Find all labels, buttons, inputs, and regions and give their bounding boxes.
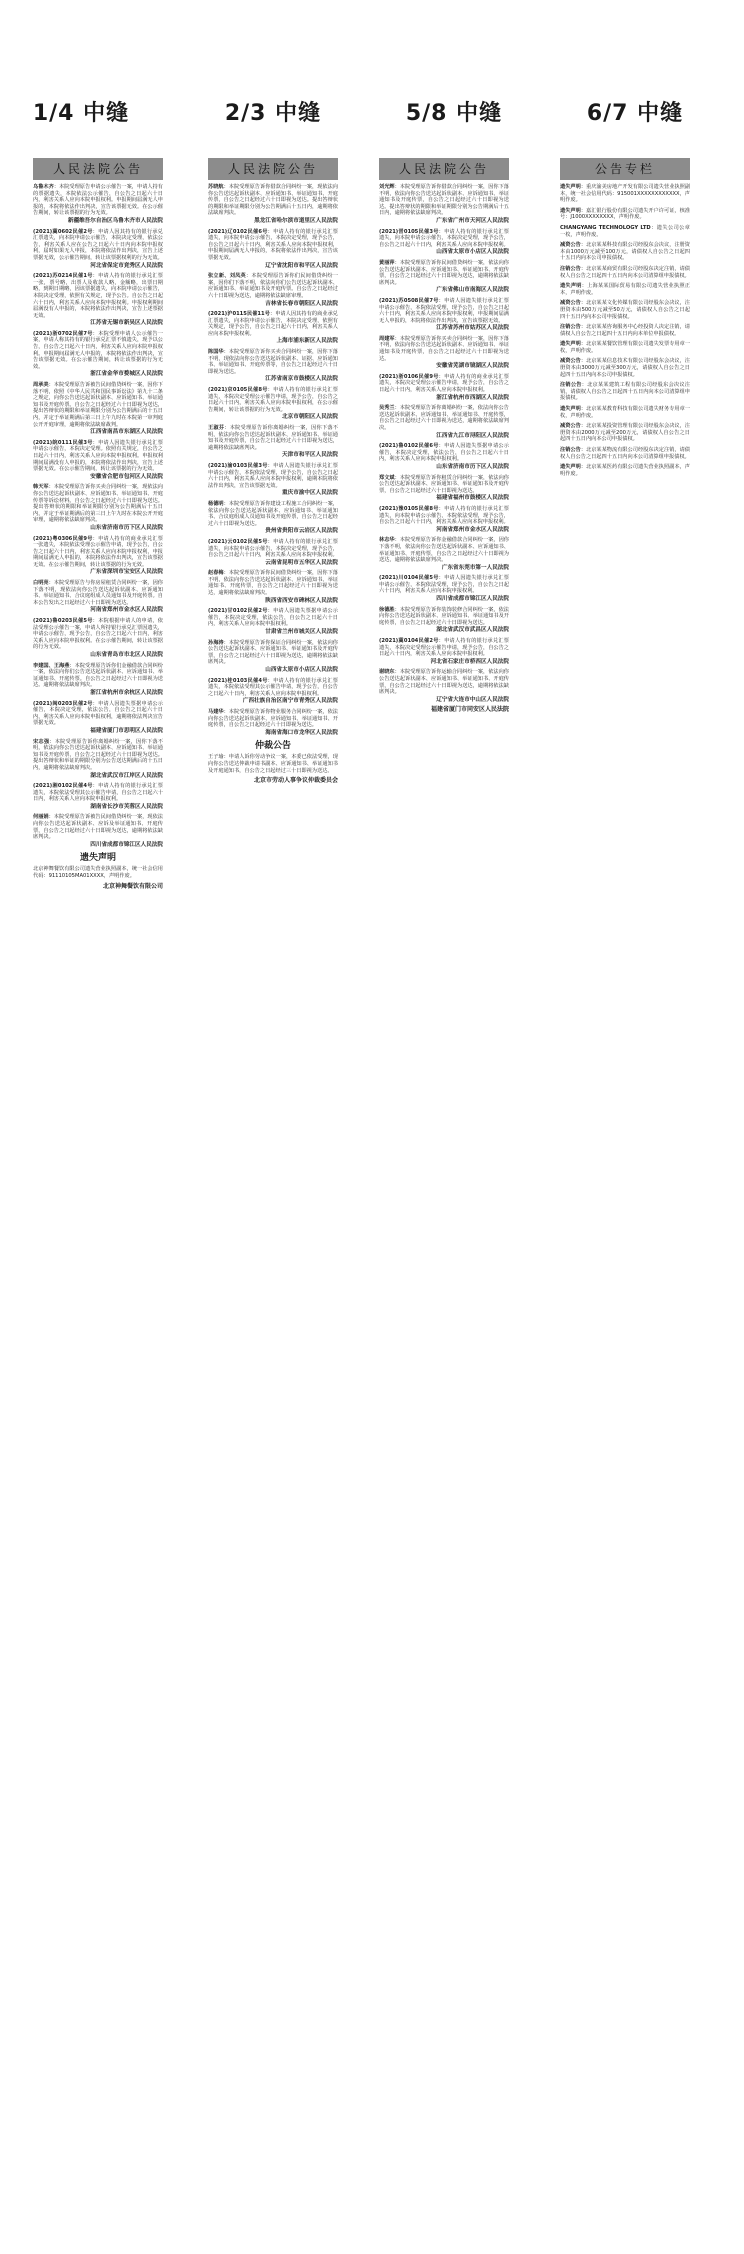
notice-text: ：本院受理原告与你房屋租赁合同纠纷一案，因你下落不明，现依法向你公告送达起诉状副本、应诉通知书、举证通知书、合议庭组成人员通知书及开庭传票。自本公告发出之日起经过六十日即视为送达。 — [33, 580, 163, 606]
closing-title: 遗失声明 — [79, 853, 116, 864]
notice-item — [33, 783, 163, 810]
notice-lead: 遗失声明 — [560, 207, 581, 214]
notice-court: 山东省济南市历下区人民法院 — [90, 524, 163, 531]
column-header: 人民法院公告 — [379, 158, 509, 180]
notice-lead: (2021)渝0103民催3号 — [208, 462, 268, 469]
column-body — [560, 184, 690, 477]
notice-lead: 遗失声明 — [560, 341, 581, 348]
notice-item — [33, 331, 163, 378]
notice-item — [208, 425, 338, 459]
notice-item — [208, 640, 338, 674]
notice-item — [560, 341, 690, 354]
notice-item — [379, 229, 509, 256]
notice-item — [560, 423, 690, 443]
notice-lead: (2021)鲁0203民催5号 — [33, 618, 93, 625]
notice-lead: (2021)沪0115民催11号 — [208, 311, 270, 318]
column-label-3: 5/8 中缝 — [405, 101, 503, 126]
notice-item — [208, 311, 338, 345]
notice-lead: 黄丽萍 — [379, 259, 395, 266]
notice-lead: (2021)冀0104民催2号 — [379, 638, 439, 645]
notice-text: ：本院受理原告诉你民间借贷纠纷一案，因你下落不明，依法向你公告送达起诉状副本、应诉通知书、举证通知书、开庭传票，自公告之日起经过六十日即视为送达，逾期将依法缺席判决。 — [208, 570, 338, 597]
notice-text: ：申请人持有的银行承兑汇票一张，票号略，出票人及收款人略，金额略，出票日期略，到期日期略，因该票据遗失，向本院申请公示催告，本院决定受理，依照有关规定，现予公告。自公告之日起六十日内，利害关系人应向本院申报权利。申报权利期间届满没有人申报的，本院将依法作出判决，宣告上述票据无效。 — [33, 273, 163, 319]
notice-text: ：本院受理原告诉被告民间借贷纠纷一案，现依法向你公告送达起诉状副本、应诉及举证通知书、开庭传票，自公告之日起经过六十日即视为送达，逾期将依法缺席判决。 — [33, 814, 163, 841]
notice-text: ：本院受理原告诉你金融借款合同纠纷一案，因你下落不明，依法向你公告送达起诉状副本、应诉通知书、举证通知书、开庭传票，自公告之日起经过六十日即视为送达，逾期将依法缺席判决。 — [379, 537, 509, 564]
notice-text: ：北京某某科技有限公司经股东会决议，注册资本由1000万元减至100万元，请债权人自公告之日起四十五日内向本公司申报债权。 — [560, 242, 690, 262]
notice-court: 福建省厦门市思明区人民法院 — [90, 727, 163, 734]
notice-lead: 周建军 — [379, 335, 395, 342]
notice-lead: (2021)豫0105民催8号 — [379, 505, 439, 512]
notice-lead: (2021)苏0508民催7号 — [379, 297, 439, 304]
notice-item — [560, 324, 690, 337]
notice-lead: 遗失声明 — [560, 406, 581, 413]
notice-text: ：申请人因遗失票据申请公示催告，本院决定受理，依法公告，自公告之日起六十日内，利害关系人应向本院申报权利。 — [379, 443, 509, 463]
notice-lead: 注销公告 — [560, 265, 581, 272]
notice-item — [208, 501, 338, 535]
notice-text: ：申请人因遗失票据申请公示催告，本院决定受理，依法公告，自公告之日起六十日内，利害关系人应向本院申报权利。 — [208, 608, 338, 628]
notice-item — [379, 575, 509, 602]
notice-lead: (2021)辽0102民催6号 — [208, 228, 268, 235]
notice-text: ：申请人持有的银行承兑汇票遗失，向本院申请公示催告，本院决定受理，现予公告，自公告之日起六十日内，利害关系人应向本院申报权利。 — [379, 228, 509, 248]
column-body — [33, 184, 163, 890]
notice-lead: 注销公告 — [560, 382, 582, 389]
notice-court: 江苏省无锡市新吴区人民法院 — [90, 320, 163, 327]
notice-text: ：本院受理原告诉你们民间借贷纠纷一案，因你们下落不明，依法向你们公告送达起诉状副本、应诉通知书、举证通知书及开庭传票。自公告之日起经过六十日即视为送达，逾期将依法缺席审理。 — [208, 273, 338, 299]
notice-text: ：本院受理原告诉你借款合同纠纷一案，因你下落不明，依法向你公告送达起诉状副本、应诉通知书、举证通知书及开庭传票，自公告之日起经过六十日即视为送达。提出答辩状的期限和举证期限分别为公告期满后十五日内，逾期将依法缺席判决。 — [379, 184, 509, 217]
notice-item — [208, 608, 338, 635]
notice-text: ：申请人持有的银行承兑汇票遗失，本院决定受理公示催告申请，现予公告，自公告之日起六十日内，利害关系人应向本院申报权利。 — [379, 638, 509, 658]
notice-court: 上海市浦东新区人民法院 — [276, 338, 338, 345]
notice-lead: 乌鲁木齐 — [33, 184, 54, 190]
notice-text: ：嘉汇银行股份有限公司遗失开户许可证，核准号：J1000XXXXXXXX，声明作废。 — [560, 207, 690, 221]
notice-text: ：本院受理原告诉你运输合同纠纷一案，依法向你公告送达起诉状副本、应诉通知书、举证通知书、开庭传票，自公告之日起经过六十日即视为送达，逾期将依法缺席判决。 — [379, 669, 509, 696]
notice-item — [208, 570, 338, 604]
notice-text: ：申请人持有的银行承兑汇票遗失，本院依法受理其公示催告申请，自公告之日起六十日内，利害关系人应向本院申报权利。 — [33, 783, 163, 803]
notice-item — [208, 539, 338, 566]
notice-text: ：本院受理原告申请公示催告一案，申请人持有的票据遗失，本院依法公示催告，自公告之日起六十日内，利害关系人应向本院申报权利。申报期间届满无人申报的，本院将依法作出判决，宣告该票据无效。在公示催告期间，转让该票据的行为无效。 — [33, 184, 163, 217]
notice-lead: 遗失声明 — [560, 464, 581, 471]
notice-item — [33, 536, 163, 577]
notice-lead: 苏晓航 — [208, 184, 224, 190]
notice-text: ：上海某某国际贸易有限公司遗失营业执照正本，声明作废。 — [560, 283, 690, 296]
notice-item — [379, 374, 509, 401]
notice-court: 新疆维吾尔自治区乌鲁木齐市人民法院 — [67, 217, 163, 224]
notice-text: ：申请人持有的商业承兑汇票遗失，本院决定受理公示催告申请，现予公告，自公告之日起六十日内，利害关系人应向本院申报权利。 — [379, 373, 509, 394]
notice-text: ：申请人因遗失票据申请公示催告，本院决定受理，依法公告，自公告之日起六十日内，利害关系人应向本院申报权利，逾期将依法判决宣告票据无效。 — [33, 700, 163, 727]
column-label-4: 6/7 中缝 — [586, 101, 684, 126]
notice-text: ：申请人持有的商业承兑汇票一张遗失，本院依法受理公示催告申请，现予公告，自公告之日起六十日内，利害关系人应向本院申报权利，申报期间届满无人申报的，本院将依法作出判决，宣告该票据无效。在公示催告期间，转让该票据的行为无效。 — [33, 535, 163, 568]
column-label-1: 1/4 中缝 — [32, 101, 130, 126]
notice-lead: (2021)冀0602民催2号 — [33, 228, 93, 235]
notice-text: ：申请人因遗失银行承兑汇票申请公示催告，本院依法受理，现予公告，自公告之日起六十日内，利害关系人应向本院申报权利。 — [379, 575, 509, 595]
notice-item — [33, 184, 163, 225]
closing-text: 北京神舞餐饮有限公司遗失营业执照副本，统一社会信用代码：91110105MA01XXXX，声明作废。 — [33, 866, 163, 880]
notice-text: ：申请人持有的银行承兑汇票遗失，本院决定受理公示催告申请，现予公告，自公告之日起六十日内，利害关系人应向本院申报权利，在公示催告期间，转让该票据的行为无效。 — [208, 387, 338, 413]
notice-text: ：本院受理原告诉你买卖合同纠纷一案，因你下落不明，依法向你公告送达起诉状副本、应诉通知书、举证通知书及开庭传票，自公告之日起经过六十日即视为送达。 — [379, 335, 509, 362]
notice-court: 河南省郑州市金水区人民法院 — [436, 526, 509, 533]
notice-text: ：北京某某投资管理有限公司经股东会决议，注册资本由2000万元减至200万元，请债权人自公告之日起四十五日内向本公司申报债权。 — [560, 423, 690, 443]
notice-lead: 减资公告 — [560, 242, 581, 249]
notice-court: 北京市朝阳区人民法院 — [282, 414, 338, 421]
notice-text: ：申请人持有的银行承兑汇票遗失，向本院申请公示催告，本院决定受理，现予公告，自公告之日起六十日内，利害关系人应向本院申报权利。 — [208, 538, 338, 559]
notice-text: ：北京某某咨询服务中心经投资人决定注销，请债权人自公告之日起四十五日内向本单位申报债权。 — [560, 324, 690, 337]
column-body — [208, 184, 338, 785]
notice-item — [208, 349, 338, 383]
notice-court: 浙江省杭州市西湖区人民法院 — [436, 394, 509, 401]
notice-lead: (2021)浙0702民催7号 — [33, 330, 93, 337]
notice-text: ：本院根据申请人的申请，依法受理公示催告一案，申请人所持银行承兑汇票因遗失，申请公示催告，现予公告，自公告之日起六十日内，利害关系人应向本院申报权利。在公示催告期间，转让该票据的行为无效。 — [33, 618, 163, 651]
notice-item — [379, 298, 509, 332]
notice-item — [33, 580, 163, 614]
notice-court: 湖北省武汉市武昌区人民法院 — [436, 627, 509, 634]
notice-item — [379, 260, 509, 294]
notice-text: ：北京某某文化传媒有限公司经股东会决议，注册资本由500万元减至50万元，请债权人自公告之日起四十五日内向本公司申报债权。 — [560, 300, 690, 320]
notice-court: 福建省福州市鼓楼区人民法院 — [436, 495, 509, 502]
notice-lead: 孙海涛 — [208, 639, 224, 646]
notice-lead: (2021)鲁0102民催6号 — [379, 443, 439, 450]
notice-text: ：本院受理原告诉你离婚纠纷一案，因你下落不明，依法向你公告送达起诉状副本、应诉通知书、举证通知书及开庭传票，自公告之日起经过六十日即视为送达，逾期将依法缺席判决。 — [208, 425, 338, 451]
notice-text: ：北京某某信息技术有限公司经股东会决议，注册资本由3000万元减至300万元，请债权人自公告之日起四十五日内向本公司申报债权。 — [560, 358, 690, 378]
notice-column-2 — [208, 158, 338, 2240]
notice-lead: (2021)桂0103民催4号 — [208, 677, 268, 684]
notice-item — [33, 229, 163, 270]
notice-lead: (2021)粤0306民催9号 — [33, 535, 93, 542]
notice-lead: 刘光辉 — [379, 184, 395, 190]
notice-lead: 马建华 — [208, 708, 224, 715]
notice-court: 浙江省金华市婺城区人民法院 — [90, 371, 163, 378]
notice-item — [33, 382, 163, 436]
notice-lead: 注销公告 — [560, 447, 581, 453]
column-label-2: 2/3 中缝 — [224, 101, 322, 126]
notice-column-4 — [560, 158, 690, 2240]
notice-lead: (2021)闽0203民催2号 — [33, 700, 93, 707]
notice-item — [208, 273, 338, 307]
notice-item — [379, 336, 509, 370]
notice-text: ：本院受理原告诉你装饰装修合同纠纷一案，依法向你公告送达起诉状副本、应诉通知书、举证通知书及开庭传票，自公告之日起经过六十日即视为送达。 — [379, 606, 509, 626]
notice-text: ：本院受理原告诉你买卖合同纠纷一案，现依法向你公告送达起诉状副本、应诉通知书、举证通知书、开庭传票等诉讼材料。自公告之日起经过六十日即视为送达。提出答辩状的期限和举证期限分别为公告期满后十五日内，并定于举证期满后的第三日上午九时在本院公开开庭审理，逾期将依法缺席判决。 — [33, 484, 163, 524]
notice-court: 山西省太原市小店区人民法院 — [436, 249, 509, 256]
notice-court: 陕西省西安市碑林区人民法院 — [265, 597, 338, 604]
notice-text: ：北京某某医药有限公司遗失营业执照副本，声明作废。 — [560, 464, 690, 477]
notice-text: ：北京某某餐饮管理有限公司遗失发票专用章一枚，声明作废。 — [560, 341, 690, 354]
notice-text: ：本院受理原告诉你离婚纠纷一案，因你下落不明，依法向你公告送达起诉状副本、应诉通知书、举证通知书及开庭传票，自公告之日起经过六十日即视为送达。提出答辩状和举证的期限分别为公告送达期满后的十五日内，逾期将依法缺席判决。 — [33, 738, 163, 771]
notice-court: 贵州省贵阳市云岩区人民法院 — [265, 528, 338, 535]
notice-lead: (2021)湘0102民催4号 — [33, 783, 93, 790]
notice-text: ：本院受理原告诉你建设工程施工合同纠纷一案，依法向你公告送达起诉状副本、应诉通知书、举证通知书、合议庭组成人员通知书及开庭传票，自公告之日起经过六十日即视为送达。 — [208, 500, 338, 527]
notice-item — [379, 638, 509, 665]
notice-court: 江西省南昌市东湖区人民法院 — [90, 429, 163, 436]
notice-court: 云南省昆明市五华区人民法院 — [265, 559, 338, 566]
notice-item — [208, 387, 338, 421]
notice-item — [560, 300, 690, 320]
closing-company: 福建省厦门市同安区人民法院 — [430, 706, 509, 714]
notice-text: ：申请人因遗失银行承兑汇票申请公示催告，本院依法受理，现予公告，自公告之日起六十日内，利害关系人应向本院申报权利，逾期本院将依法作出判决，宣告该票据无效。 — [208, 462, 338, 489]
notice-text: ：申请人因遗失银行承兑汇票申请公示催告，本院决定受理。依照有关规定，自公告之日起六十日内，利害关系人应向本院申报权利。申报权利期间届满没有人申报的，本院将依法作出判决，宣告上述票据无效。在公示催告期间，转让该票据的行为无效。 — [33, 439, 163, 473]
notice-item — [208, 709, 338, 736]
notice-item — [560, 208, 690, 221]
notice-text: ：申请人持有的银行承兑汇票遗失，本院依法受理其公示催告申请，现予公告，自公告之日起六十日内，利害关系人应向本院申报权利。 — [208, 677, 338, 697]
column-header: 公告专栏 — [560, 158, 690, 180]
notice-lead: 吴秀兰 — [379, 405, 395, 412]
notice-lead: 徐德胜 — [379, 606, 395, 613]
notice-court: 河北省石家庄市桥西区人民法院 — [430, 658, 509, 665]
notice-item — [33, 739, 163, 780]
notice-text: ：北京某某物流有限公司经股东决定注销，请债权人自公告之日起四十五日内向本公司清算组申报债权。 — [560, 447, 690, 460]
notice-court: 辽宁省大连市中山区人民法院 — [436, 696, 509, 703]
column-header: 人民法院公告 — [33, 158, 163, 180]
notice-court: 黑龙江省哈尔滨市道里区人民法院 — [254, 217, 338, 224]
notice-item — [560, 382, 690, 402]
notice-text: ：本院受理原告诉你离婚纠纷一案，依法向你公告送达起诉状副本、应诉通知书、举证通知书、开庭传票，自公告之日起经过六十日即视为送达，逾期将依法缺席判决。 — [379, 405, 509, 431]
notice-item — [379, 443, 509, 470]
notice-item — [560, 184, 690, 204]
notice-item — [208, 184, 338, 225]
notice-lead: 减资公告 — [560, 358, 581, 365]
notice-court: 广东省深圳市宝安区人民法院 — [90, 569, 163, 576]
notice-item — [379, 506, 509, 533]
notice-lead: 郑文斌 — [379, 474, 395, 481]
notice-text: ：本院受理原告诉你物业服务合同纠纷一案，依法向你公告送达起诉状副本、应诉通知书、举证通知书、开庭传票，自公告之日起经过六十日即视为送达。 — [208, 708, 338, 729]
notice-text: ：本院受理原告诉你买卖合同纠纷一案，因你下落不明，现依法向你公告送达起诉状副本、证据、应诉通知书、举证通知书、开庭传票等，自公告之日起经过六十日即视为送达。 — [208, 349, 338, 375]
notice-item — [560, 464, 690, 477]
notice-court: 天津市和平区人民法院 — [282, 452, 338, 459]
notice-court: 广西壮族自治区南宁市青秀区人民法院 — [242, 698, 338, 705]
notice-item — [560, 447, 690, 460]
notice-lead: CHANGYANG TECHNOLOGY LTD — [560, 224, 651, 231]
notice-court: 重庆市渝中区人民法院 — [282, 490, 338, 497]
notice-lead: 李建国、王海燕 — [33, 662, 70, 669]
notice-item — [560, 358, 690, 378]
notice-item — [208, 463, 338, 497]
notice-court: 四川省成都市锦江区人民法院 — [90, 841, 163, 848]
notice-lead: 韩天军 — [33, 484, 49, 491]
notice-item — [379, 669, 509, 703]
notice-item — [379, 537, 509, 571]
notice-item — [33, 273, 163, 327]
notice-court: 江苏省苏州市姑苏区人民法院 — [436, 325, 509, 332]
notice-court: 广东省佛山市南海区人民法院 — [436, 287, 509, 294]
notice-text: ：北京某某教育科技有限公司遗失财务专用章一枚，声明作废。 — [560, 406, 690, 419]
notice-text: ：遗失公司公章一枚，声明作废。 — [560, 224, 690, 238]
notice-item — [379, 607, 509, 634]
notice-text: ：本院受理原告诉你们金融借款合同纠纷一案，依法向你们公告送达起诉状副本、应诉通知书、举证通知书、开庭传票。自公告之日起经过六十日即视为送达。逾期将依法缺席判决。 — [33, 662, 163, 689]
notice-lead: (2021)云0102民催5号 — [208, 538, 268, 545]
notice-lead: 宋志强 — [33, 738, 50, 745]
notice-court: 广东省广州市天河区人民法院 — [436, 217, 509, 224]
notice-item — [33, 618, 163, 659]
notice-lead: 林志华 — [379, 537, 395, 544]
closing-text: 王子瑜：申请人诉你劳动争议一案，本委已依法受理，现向你公告送达仲裁申请书副本、应诉通知书、举证通知书及开庭通知书，自公告之日起经过三十日即视为送达。 — [208, 754, 338, 774]
notice-item — [33, 701, 163, 735]
notice-text: ：申请人因其持有的银行承兑汇票遗失，向本院申请公示催告，本院决定受理，依法公告，利害关系人应在公告之日起六十日内向本院申报权利，届时如果无人申报，本院将依法作出判决，宣告上述票据无效，公示催告期间，转让该票据权利的行为无效。 — [33, 228, 163, 261]
notice-lead: 王淑芬 — [208, 425, 225, 431]
notice-item — [33, 440, 163, 481]
notice-item — [208, 229, 338, 270]
notice-item — [379, 405, 509, 439]
notice-court: 湖北省武汉市江岸区人民法院 — [90, 772, 163, 779]
notice-text: ：本院受理原告诉你借款合同纠纷一案，现依法向你公告送达起诉状副本、应诉通知书、举证通知书、开庭传票，自公告之日起经过六十日即视为送达。提出答辩状的期限和举证期限分别为公告期满后十五日内，逾期将依法缺席判决。 — [208, 184, 338, 217]
notice-item — [33, 663, 163, 697]
notice-lead: 注销公告 — [560, 324, 581, 331]
closing-company: 北京神舞餐饮有限公司 — [102, 882, 163, 890]
notice-text: ：申请人因遗失银行承兑汇票申请公示催告，本院依法受理，现予公告，自公告之日起六十日内，利害关系人应向本院申报权利，申报期间届满无人申报的，本院将依法作出判决，宣告该票据无效。 — [379, 297, 509, 324]
notice-court: 山东省青岛市市北区人民法院 — [90, 652, 163, 658]
notice-item — [33, 814, 163, 848]
notice-court: 广东省东莞市第一人民法院 — [441, 564, 509, 571]
notice-court: 安徽省合肥市包河区人民法院 — [90, 473, 163, 480]
notice-court: 辽宁省沈阳市和平区人民法院 — [265, 262, 338, 269]
notice-lead: (2021)苏0214民催1号 — [33, 273, 93, 280]
notice-lead: (2021)甘0102民催2号 — [208, 608, 268, 615]
notice-item — [560, 242, 690, 262]
notice-lead: 何丽娟 — [33, 814, 49, 821]
column-header: 人民法院公告 — [208, 158, 338, 180]
notice-text: ：本院受理原告诉你民间借贷纠纷一案，依法向你公告送达起诉状副本、应诉通知书、举证通知书、开庭传票，自公告之日起经过六十日即视为送达，逾期将依法缺席判决。 — [379, 259, 509, 286]
notice-text: ：本院受理申请人公示催告一案，申请人称其持有的银行承兑汇票不慎遗失，现予以公告，自公告之日起六十日内，利害关系人应向本院申报权利。申报期间届满无人申报的，本院将依法作出判决，宣告该票据无效。在公示催告期间，转让该票据的行为无效。 — [33, 330, 163, 370]
notice-text: ：本院受理原告诉你保证合同纠纷一案，依法向你公告送达起诉状副本、应诉通知书、举证通知书及开庭传票，自公告之日起经过六十日即视为送达，逾期将依法缺席判决。 — [208, 639, 338, 666]
notice-item — [379, 184, 509, 225]
notice-lead: 陈国华 — [208, 349, 224, 356]
notice-court: 甘肃省兰州市城关区人民法院 — [265, 629, 338, 636]
notice-court: 四川省成都市锦江区人民法院 — [436, 596, 509, 603]
notice-lead: (2021)晋0105民催3号 — [379, 228, 439, 235]
notice-lead: 赵春梅 — [208, 570, 224, 577]
notice-lead: 谢晓东 — [379, 669, 395, 676]
notice-column-3 — [379, 158, 509, 2240]
notice-text: ：申请人持有的银行承兑汇票遗失，向本院申请公示催告，本院决定受理，现予公告，自公告之日起六十日内，利害关系人应向本院申报权利，申报期间届满无人申报的，本院将依法作出判决，宣告该票据无效。 — [208, 228, 338, 261]
notice-text: ：申请人持有的银行承兑汇票遗失，向本院申请公示催告，本院依法受理，现予公告，自公告之日起六十日内，利害关系人应向本院申报权利。 — [379, 505, 509, 526]
notice-lead: (2021)川0104民催5号 — [379, 575, 439, 582]
notice-court: 江西省九江市浔阳区人民法院 — [436, 432, 509, 439]
notice-court: 吉林省长春市朝阳区人民法院 — [265, 300, 338, 307]
notice-court: 山西省太原市小店区人民法院 — [265, 667, 338, 673]
notice-court: 湖南省长沙市芙蓉区人民法院 — [90, 803, 163, 810]
notice-court: 安徽省芜湖市镜湖区人民法院 — [436, 363, 509, 370]
notice-lead: 遗失声明 — [560, 184, 581, 190]
notice-lead: 减资公告 — [560, 423, 581, 430]
notice-lead: 张立新、刘凤英 — [208, 273, 246, 280]
notice-court: 山东省济南市历下区人民法院 — [436, 463, 509, 470]
notice-lead: (2021)京0105民催8号 — [208, 387, 268, 394]
notice-lead: (2021)皖0111民催3号 — [33, 439, 93, 446]
notice-text: ：本院受理原告诉你租赁合同纠纷一案，依法向你公告送达起诉状副本、应诉通知书、举证通知书及开庭传票，自公告之日起经过六十日即视为送达。 — [379, 474, 509, 494]
notice-text: ：重庆渝美房地产开发有限公司遗失营业执照副本，统一社会信用代码：915001XXXXXXXXXXXX，声明作废。 — [560, 184, 690, 204]
notice-text: ：申请人因其持有的商业承兑汇票遗失，向本院申请公示催告，本院决定受理，依照有关规定，现予公告，自公告之日起六十日内，利害关系人应向本院申报权利。 — [208, 311, 338, 337]
notice-item — [208, 678, 338, 705]
notice-lead: 减资公告 — [560, 300, 581, 307]
notice-text: ：北京某某商贸有限公司经股东决定注销，请债权人自公告之日起四十五日内向本公司清算组申报债权。 — [560, 265, 690, 279]
notice-court: 浙江省杭州市余杭区人民法院 — [90, 689, 163, 696]
notice-lead: 白明亮 — [33, 580, 49, 587]
notice-court: 海南省海口市龙华区人民法院 — [265, 729, 338, 736]
notice-court: 河南省郑州市金水区人民法院 — [90, 607, 163, 614]
notice-item — [379, 475, 509, 502]
notice-item — [560, 283, 690, 296]
notice-column-1 — [33, 158, 163, 2240]
notice-court: 江苏省南京市鼓楼区人民法院 — [265, 376, 338, 383]
notice-item — [560, 406, 690, 419]
closing-company: 北京市劳动人事争议仲裁委员会 — [253, 777, 338, 785]
notice-lead: 杨德明 — [208, 500, 224, 507]
notice-text: ：北京某某建筑工程有限公司经股东会决议注销，请债权人自公告之日起四十五日内向本公司清算组申报债权。 — [560, 382, 690, 402]
notice-lead: 遗失声明 — [560, 283, 582, 290]
closing-title: 仲裁公告 — [254, 741, 291, 752]
notice-item — [560, 266, 690, 279]
notice-item — [560, 225, 690, 238]
notice-court: 河北省保定市竞秀区人民法院 — [90, 262, 163, 269]
notice-lead: 周承美 — [33, 382, 49, 389]
notice-item — [33, 484, 163, 531]
column-body — [379, 184, 509, 714]
notice-lead: (2021)浙0106民催9号 — [379, 373, 439, 380]
notice-text: ：本院受理原告诉被告民间借贷纠纷一案，因你下落不明，依照《中华人民共和国民事诉讼法》第九十二条之规定，向你公告送达起诉状副本、应诉通知书、举证通知书及开庭传票。自公告之日起经过六十日即视为送达，提出答辩状的期限和举证期限分别为公告期满后的十五日内，并定于举证期满后第三日上午九时在本院第一审判庭公开开庭审理，逾期将依法缺席裁判。 — [33, 382, 163, 428]
